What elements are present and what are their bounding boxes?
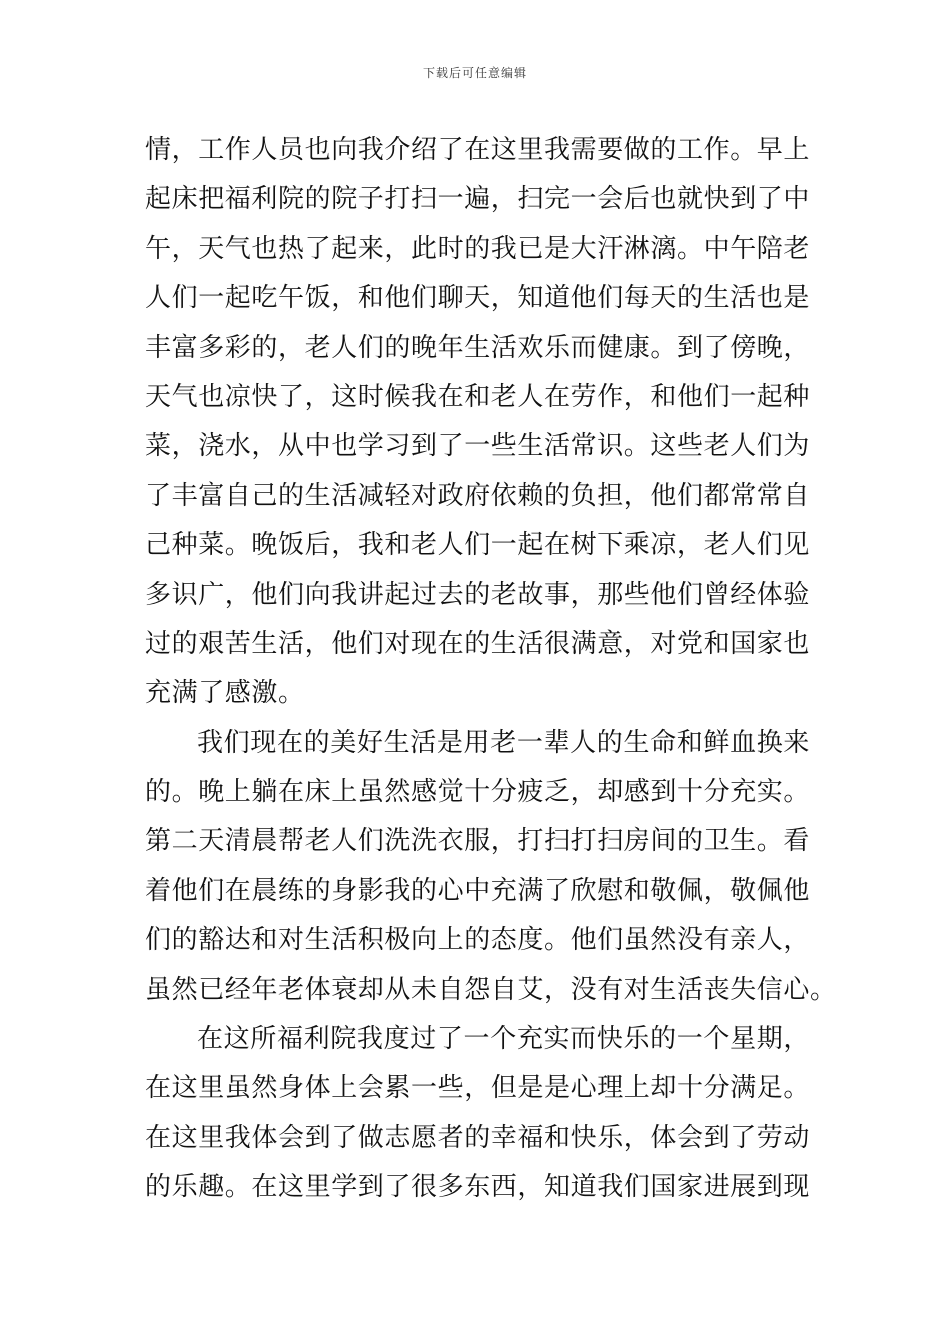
text-line: 了丰富自己的生活减轻对政府依赖的负担，他们都常常自	[145, 480, 811, 511]
text-line: 丰富多彩的，老人们的晚年生活欢乐而健康。到了傍晚，	[145, 332, 811, 363]
text-line: 过的艰苦生活，他们对现在的生活很满意，对党和国家也	[145, 628, 811, 659]
text-line: 情，工作人员也向我介绍了在这里我需要做的工作。早上	[145, 135, 811, 165]
paragraph-end-line: 虽然已经年老体衰却从未自怨自艾，没有对生活丧失信心。	[145, 974, 837, 1005]
header-note: 下载后可任意编辑	[422, 66, 527, 80]
text-line: 着他们在晨练的身影我的心中充满了欣慰和敬佩，敬佩他	[145, 875, 811, 906]
paragraph-start-line: 在这所福利院我度过了一个充实而快乐的一个星期，	[197, 1024, 810, 1055]
text-line: 在这里我体会到了做志愿者的幸福和快乐，体会到了劳动	[145, 1122, 811, 1153]
body-text	[145, 126, 837, 1213]
text-line: 的乐趣。在这里学到了很多东西，知道我们国家进展到现	[145, 1172, 811, 1203]
paragraph-end-line: 充满了感激。	[145, 678, 305, 709]
text-line: 人们一起吃午饭，和他们聊天，知道他们每天的生活也是	[145, 283, 811, 314]
paragraph-start-line: 我们现在的美好生活是用老一辈人的生命和鲜血换来	[197, 727, 810, 758]
text-line: 在这里虽然身体上会累一些，但是是心理上却十分满足。	[145, 1073, 811, 1104]
text-line: 午，天气也热了起来，此时的我已是大汗淋漓。中午陪老	[145, 233, 811, 264]
text-line: 的。晚上躺在床上虽然感觉十分疲乏，却感到十分充实。	[145, 777, 811, 808]
text-line: 们的豁达和对生活积极向上的态度。他们虽然没有亲人，	[145, 925, 811, 956]
text-line: 天气也凉快了，这时候我在和老人在劳作，和他们一起种	[145, 381, 811, 412]
text-line: 起床把福利院的院子打扫一遍，扫完一会后也就快到了中	[145, 184, 811, 215]
text-line: 第二天清晨帮老人们洗洗衣服，打扫打扫房间的卫生。看	[145, 826, 811, 857]
text-line: 己种菜。晚饭后，我和老人们一起在树下乘凉，老人们见	[145, 530, 811, 561]
text-line: 多识广，他们向我讲起过去的老故事，那些他们曾经体验	[145, 579, 811, 610]
text-line: 菜，浇水，从中也学习到了一些生活常识。这些老人们为	[145, 431, 811, 462]
